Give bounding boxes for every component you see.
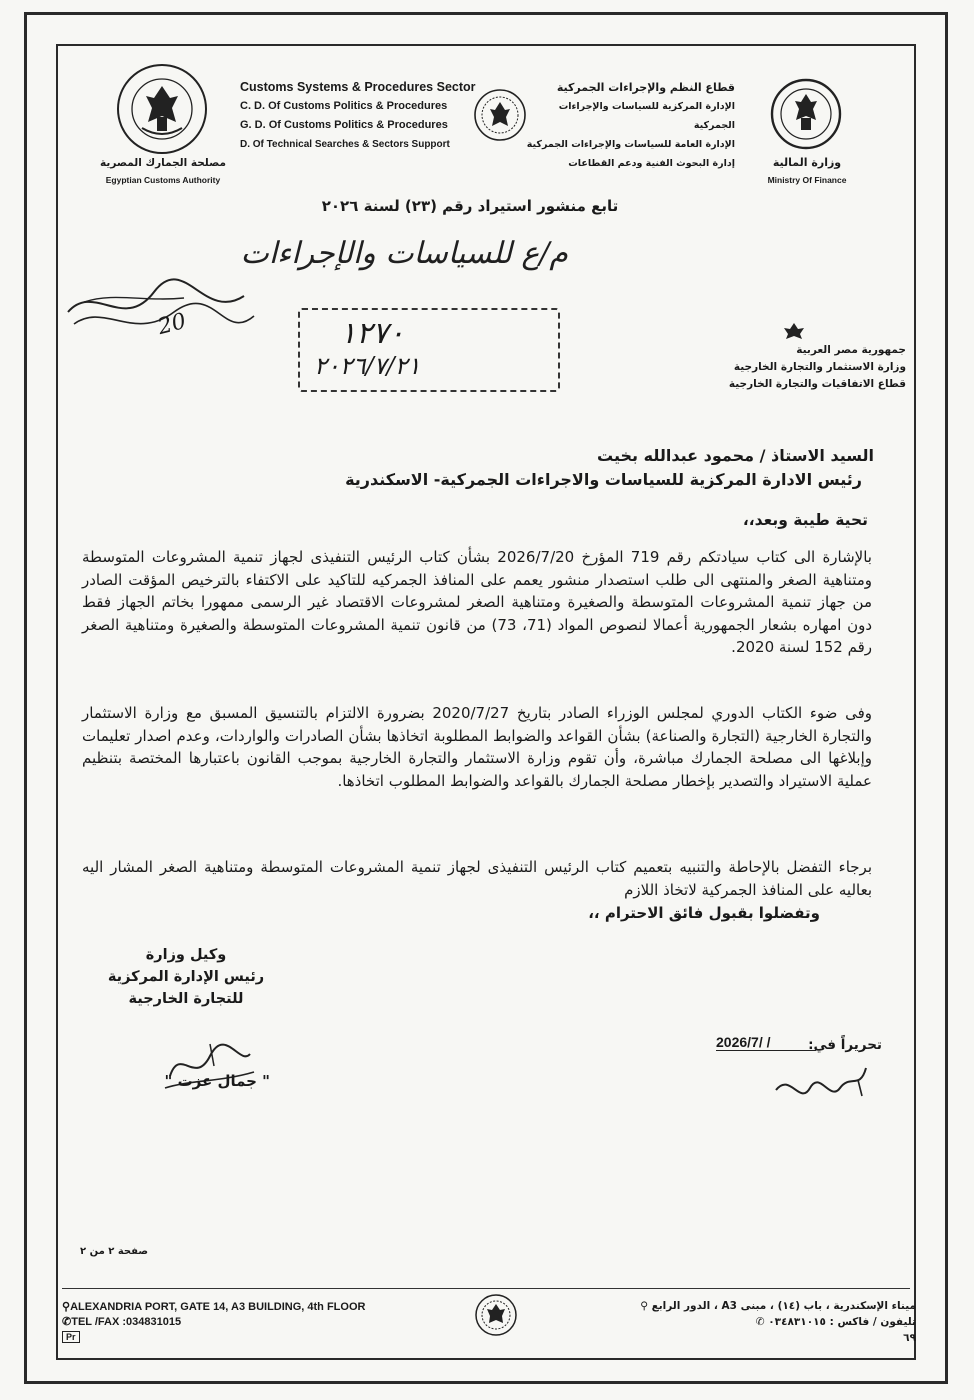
finance-caption-en: Ministry Of Finance xyxy=(767,175,847,185)
registration-stamp-box xyxy=(298,308,560,392)
handwritten-note: م/ع للسياسات والإجراءات xyxy=(240,236,568,271)
footer-rule xyxy=(62,1288,910,1289)
central-dept-en: C. D. Of Customs Politics & Procedures xyxy=(240,100,448,112)
republic-name: جمهورية مصر العربية xyxy=(796,344,906,356)
footer-address-en: ALEXANDRIA PORT, GATE 14, A3 BUILDING, 4th FLOOR xyxy=(70,1301,366,1313)
header-arabic-block xyxy=(520,78,735,173)
header-english-block xyxy=(240,78,480,154)
technical-dept-ar: إدارة البحوث الفنية ودعم القطاعات xyxy=(568,158,735,169)
customs-caption-ar: مصلحة الجمارك المصرية xyxy=(100,157,226,169)
document-title: تابع منشور استيراد رقم (٢٣) لسنة ٢٠٢٦ xyxy=(321,197,619,215)
ministry-block xyxy=(640,342,906,393)
phone-icon-ar: ✆ xyxy=(755,1316,765,1328)
date-initials xyxy=(770,1060,874,1100)
location-pin-icon: ⚲ xyxy=(62,1301,71,1313)
addressee-name: السيد الاستاذ / محمود عبدالله بخيت xyxy=(597,446,874,465)
signature-title-block xyxy=(96,944,276,1010)
paragraph-reference: بالإشارة الى كتاب سيادتكم رقم 719 المؤرخ 2026/7/20 بشأن كتاب الرئيس التنفيذى لجهاز تنمية المشروعات المتوسطة ومتناهية الصغر والمنتهى الى طلب استصدار منشور يعمم على المنافذ الجمركيه للتاكيد على الاكتفاء بالترخيص المؤقت الصادر من جهاز تنمية المشروعات المتوسطة والصغيرة ومتناهية الصغر لمشروعات الاقتصاد غير الرسمى ممهورا بخاتم الجهاز فقط دون امهاره بشعار الجمهورية أعمالا لنصوص المواد (71، 73) من قانون تنمية المشروعات المتوسطة والصغيرة ومتناهية الصغر رقم 152 لسنة 2020. xyxy=(82,548,873,657)
ministry-name: وزارة الاستثمار والتجارة الخارجية xyxy=(733,361,906,373)
ministry-finance-logo xyxy=(768,72,844,156)
signatory-name: " جمال عزت " xyxy=(164,1072,270,1090)
footer-emblem-icon xyxy=(474,1293,518,1337)
footer-tel-ar: تليفون / فاكس : ٠٣٤٨٣١٠١٥ xyxy=(768,1316,916,1328)
page-number: صفحة ٢ من ٢ xyxy=(80,1246,148,1257)
footer-arabic xyxy=(600,1298,916,1346)
footer-code: ٦٩ xyxy=(903,1332,916,1344)
customs-authority-logo xyxy=(112,62,212,157)
general-dept-ar: الإدارة العامة للسياسات والإجراءات الجمركية xyxy=(526,139,735,150)
central-dept-ar: الإدارة المركزية للسياسات والإجراءات الجمركية xyxy=(558,101,735,131)
closing: وتفضلوا بقبول فائق الاحترام ،، xyxy=(588,904,820,922)
phone-icon: ✆ xyxy=(62,1316,72,1328)
signature-title-1: وكيل وزارة xyxy=(145,947,227,963)
handwritten-initials xyxy=(64,272,264,352)
date-label: تحريراً في: xyxy=(808,1037,882,1053)
technical-dept-en: D. Of Technical Searches & Sectors Support xyxy=(240,139,450,150)
page-tag: Pr xyxy=(62,1331,80,1343)
addressee-position: رئيس الادارة المركزية للسياسات والاجراءات الجمركية- الاسكندرية xyxy=(345,470,862,489)
eagle-emblem-icon xyxy=(780,322,808,340)
finance-caption-ar: وزارة المالية xyxy=(772,156,842,169)
paragraph-cabinet: وفى ضوء الكتاب الدوري لمجلس الوزراء الصادر بتاريخ 2020/7/27 بضرورة الالتزام بالتنسيق المسبق مع وزارة الاستثمار والتجارة الخارجية (التجارة والصناعة) بشأن القواعد والضوابط المطلوبة اتخاذها بشأن الصادرات والواردات، وعدم اصدار تعليمات وإبلاغها الى مصلحة الجمارك مباشرة، وأن تقوم وزارة الاستثمار والتجارة الخارجية بموجب القانون باعتبارها المختصة بتنظيم عملية الاستيراد والتصدير بإخطار مصلحة الجمارك بالقواعد والضوابط المطلوب اتخاذها. xyxy=(82,704,873,790)
sector-name-en: Customs Systems & Procedures Sector xyxy=(240,80,476,94)
paragraph-request: برجاء التفضل بالإحاطة والتنبيه بتعميم كتاب الرئيس التنفيذى لجهاز تنمية المشروعات المتوسطة ومتناهية الصغر المشار اليه بعاليه على المنافذ الجمركية لاتخاذ اللازم xyxy=(82,858,872,899)
footer-tel-en: TEL /FAX :034831015 xyxy=(71,1316,182,1328)
signature-title-2: رئيس الإدارة المركزية xyxy=(107,969,265,985)
footer-english xyxy=(62,1300,462,1345)
registration-date: ٢٠٢٦/٧/٢١ xyxy=(314,352,421,380)
signature-title-3: للتجارة الخارجية xyxy=(128,991,244,1007)
sector-name-ar: قطاع النظم والإجراءات الجمركية xyxy=(556,81,735,94)
location-pin-icon-ar: ⚲ xyxy=(640,1300,648,1312)
handwritten-initial-number: 20 xyxy=(155,308,189,341)
general-dept-en: G. D. Of Customs Politics & Procedures xyxy=(240,119,448,131)
footer-address-ar: ميناء الإسكندرية ، باب (١٤) ، مبنى A3 ، الدور الرابع xyxy=(651,1300,916,1312)
customs-caption-en: Egyptian Customs Authority xyxy=(105,175,221,185)
registration-number: ١٢٧٠ xyxy=(340,316,405,351)
center-eagle-emblem-icon xyxy=(473,88,527,142)
date-value: 2026/7/ / xyxy=(716,1034,816,1051)
logo-ring-text xyxy=(100,114,120,115)
sector-name: قطاع الاتفاقيات والتجارة الخارجية xyxy=(728,378,906,390)
greeting: تحية طيبة وبعد،، xyxy=(742,511,868,529)
